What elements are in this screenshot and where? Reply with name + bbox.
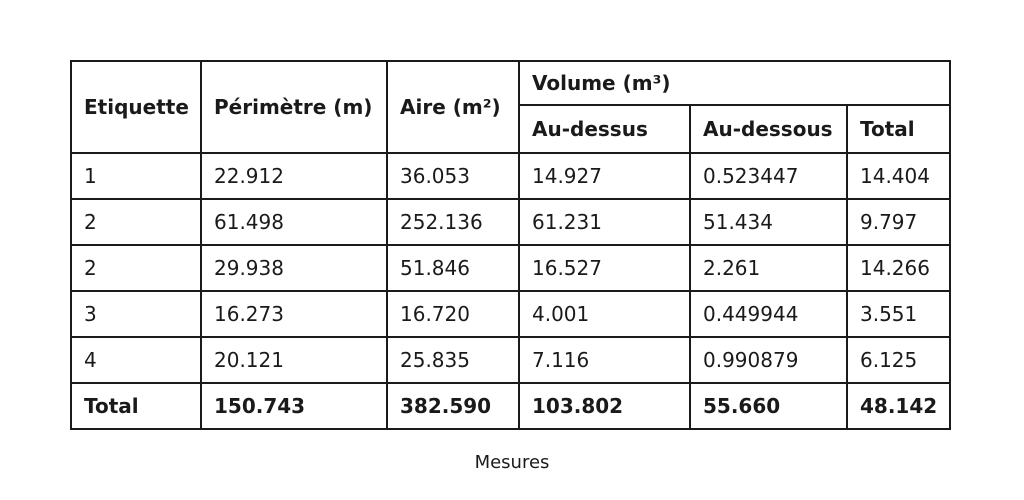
table-row <box>71 337 950 383</box>
cell-volume-above: 14.927 <box>519 153 690 199</box>
cell-area: 16.720 <box>387 291 519 337</box>
total-area: 382.590 <box>387 383 519 429</box>
table-row <box>71 199 950 245</box>
header-below: Au-dessous <box>690 105 847 153</box>
cell-volume-below: 2.261 <box>690 245 847 291</box>
cell-volume-above: 7.116 <box>519 337 690 383</box>
cell-label: 4 <box>71 337 201 383</box>
measures-table <box>70 60 951 430</box>
cell-perimeter: 29.938 <box>201 245 387 291</box>
total-label: Total <box>71 383 201 429</box>
header-above: Au-dessus <box>519 105 690 153</box>
cell-volume-below: 0.449944 <box>690 291 847 337</box>
header-total: Total <box>847 105 950 153</box>
table-caption: Mesures <box>474 452 550 473</box>
cell-perimeter: 22.912 <box>201 153 387 199</box>
cell-volume-total: 3.551 <box>847 291 950 337</box>
cell-volume-above: 4.001 <box>519 291 690 337</box>
cell-volume-below: 0.990879 <box>690 337 847 383</box>
cell-volume-below: 0.523447 <box>690 153 847 199</box>
table-row <box>71 153 950 199</box>
table-row <box>71 245 950 291</box>
cell-label: 1 <box>71 153 201 199</box>
cell-perimeter: 61.498 <box>201 199 387 245</box>
total-volume-above: 103.802 <box>519 383 690 429</box>
total-perimeter: 150.743 <box>201 383 387 429</box>
cell-perimeter: 20.121 <box>201 337 387 383</box>
table-header-row <box>71 61 950 105</box>
cell-area: 36.053 <box>387 153 519 199</box>
total-volume-below: 55.660 <box>690 383 847 429</box>
table-row <box>71 291 950 337</box>
header-label: Etiquette <box>71 61 201 153</box>
cell-volume-below: 51.434 <box>690 199 847 245</box>
cell-label: 2 <box>71 245 201 291</box>
header-perimeter: Périmètre (m) <box>201 61 387 153</box>
cell-area: 25.835 <box>387 337 519 383</box>
cell-area: 252.136 <box>387 199 519 245</box>
cell-volume-total: 6.125 <box>847 337 950 383</box>
cell-area: 51.846 <box>387 245 519 291</box>
header-volume: Volume (m³) <box>519 61 950 105</box>
cell-volume-above: 16.527 <box>519 245 690 291</box>
cell-volume-above: 61.231 <box>519 199 690 245</box>
cell-perimeter: 16.273 <box>201 291 387 337</box>
cell-label: 2 <box>71 199 201 245</box>
table-total-row <box>71 383 950 429</box>
cell-volume-total: 14.404 <box>847 153 950 199</box>
cell-volume-total: 14.266 <box>847 245 950 291</box>
total-volume-total: 48.142 <box>847 383 950 429</box>
cell-volume-total: 9.797 <box>847 199 950 245</box>
cell-label: 3 <box>71 291 201 337</box>
header-area: Aire (m²) <box>387 61 519 153</box>
